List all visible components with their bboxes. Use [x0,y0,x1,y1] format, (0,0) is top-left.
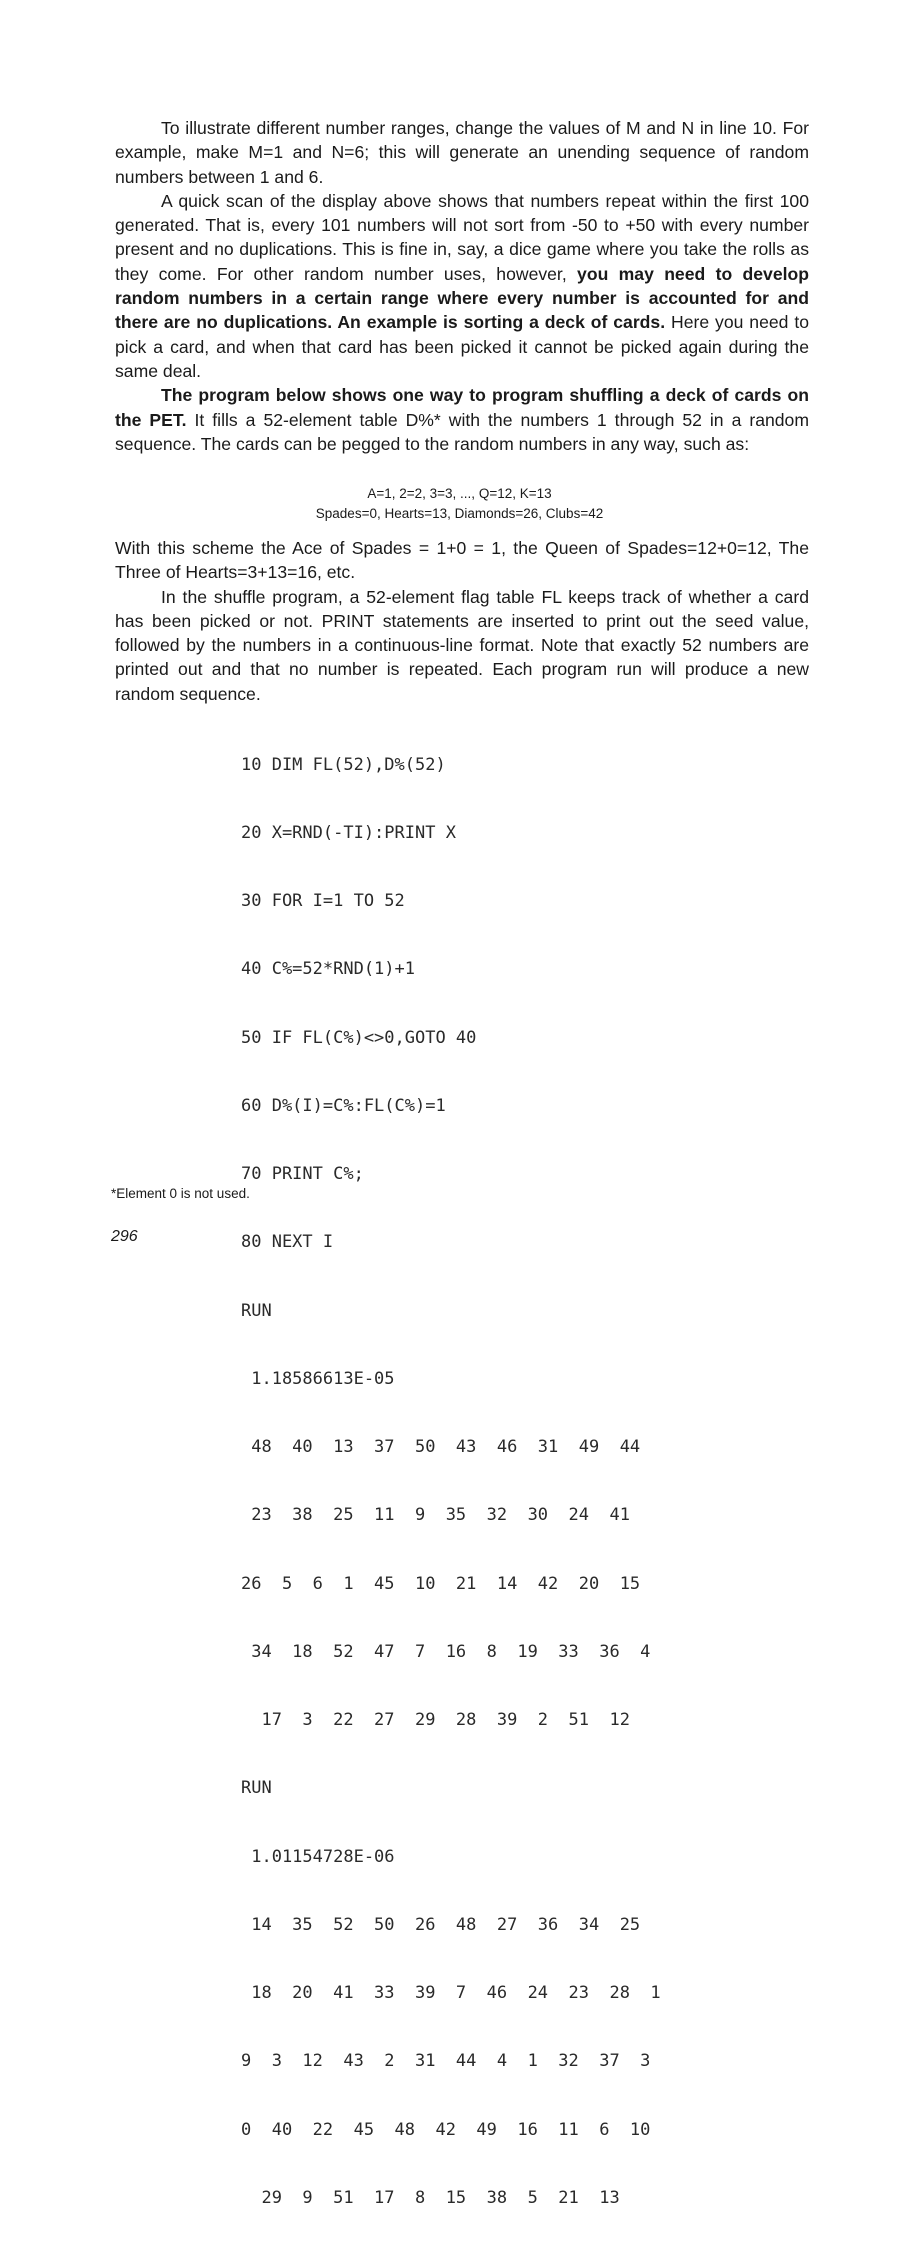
listing-line: 60 D%(I)=C%:FL(C%)=1 [241,1095,446,1116]
listing-line: 80 NEXT I [241,1232,334,1253]
page-number: 296 [111,1228,138,1245]
paragraph-shuffle-rest: It fills a 52-element table D%* with the numbers 1 through 52 in a random sequence. The cards can be pegged to the random numbers in any way, such as: [115,409,809,454]
formula-suit-values: Spades=0, Hearts=13, Diamonds=26, Clubs=42 [315,506,604,521]
listing-output-row: 29 9 51 17 8 15 38 5 21 13 [241,2187,620,2208]
paragraph-shuffle-emphasis: The program below shows one way to program shuffling a deck of cards on the PET. [115,385,809,430]
body-text-top [115,116,809,456]
paragraph-duplications [115,189,809,383]
formula-card-values: A=1, 2=2, 3=3, ..., Q=12, K=13 [367,486,552,501]
paragraph-duplications-start: A quick scan of the display above shows that numbers repeat within the first 100 generated. That is, every 101 numbers will not sort from -50 to +50 with every number present and no duplications. This is fine in, say, a dice game where you take the rolls as they come. For other random number uses, however, [115,190,809,284]
listing-run-command: RUN [241,1778,272,1799]
listing-line: 30 FOR I=1 TO 52 [241,891,405,911]
listing-output-row: 14 35 52 50 26 48 27 36 34 25 [241,1914,641,1935]
listing-output-row: 34 18 52 47 7 16 8 19 33 36 4 [241,1641,651,1662]
listing-output-row: 9 3 12 43 2 31 44 4 1 32 37 3 [241,2051,651,2072]
listing-line: 10 DIM FL(52),D%(52) [241,754,446,775]
listing-output-row: 48 40 13 37 50 43 46 31 49 44 [241,1437,641,1457]
listing-output-row: 17 3 22 27 29 28 39 2 51 12 [241,1710,630,1730]
footnote: *Element 0 is not used. [111,1186,250,1201]
listing-line: 40 C%=52*RND(1)+1 [241,959,415,980]
paragraph-number-ranges: To illustrate different number ranges, change the values of M and N in line 10. For example, make M=1 and N=6; this will generate an unending sequence of random numbers between 1 and 6. [115,118,809,187]
paragraph-duplications-end: Here you need to pick a card, and when that card has been picked it cannot be picked again during the same deal. [115,312,809,381]
listing-run-command: RUN [241,1300,272,1321]
listing-output-row: 18 20 41 33 39 7 46 24 23 28 1 [241,1983,661,2003]
listing-line: 70 PRINT C%; [241,1164,364,1184]
paragraph-scheme-example: With this scheme the Ace of Spades = 1+0 = 1, the Queen of Spades=12+0=12, The Three of Hearts=3+13=16, etc. [115,538,809,583]
listing-seed-value: 1.01154728E-06 [241,1846,395,1867]
paragraph-duplications-emphasis: you may need to develop random numbers in a certain range where every number is accounted for and there are no duplications. An example is sorting a deck of cards. [115,263,809,333]
listing-seed-value: 1.18586613E-05 [241,1368,395,1389]
listing-line: 20 X=RND(-TI):PRINT X [241,822,456,843]
paragraph-shuffle-intro [115,383,809,456]
listing-output-row: 0 40 22 45 48 42 49 16 11 6 10 [241,2119,651,2140]
listing-output-row: 26 5 6 1 45 10 21 14 42 20 15 [241,1573,641,1594]
paragraph-flag-table: In the shuffle program, a 52-element flag table FL keeps track of whether a card has been picked or not. PRINT statements are inserted to print out the seed value, followed by the numbers in a continuous-line format. Note that exactly 52 numbers are printed out and that no number is repeated. Each program run will produce a new random sequence. [115,586,809,704]
program-listing [241,708,661,2255]
listing-line: 50 IF FL(C%)<>0,GOTO 40 [241,1027,477,1048]
body-text-bottom [115,536,809,706]
listing-output-row: 23 38 25 11 9 35 32 30 24 41 [241,1505,630,1526]
